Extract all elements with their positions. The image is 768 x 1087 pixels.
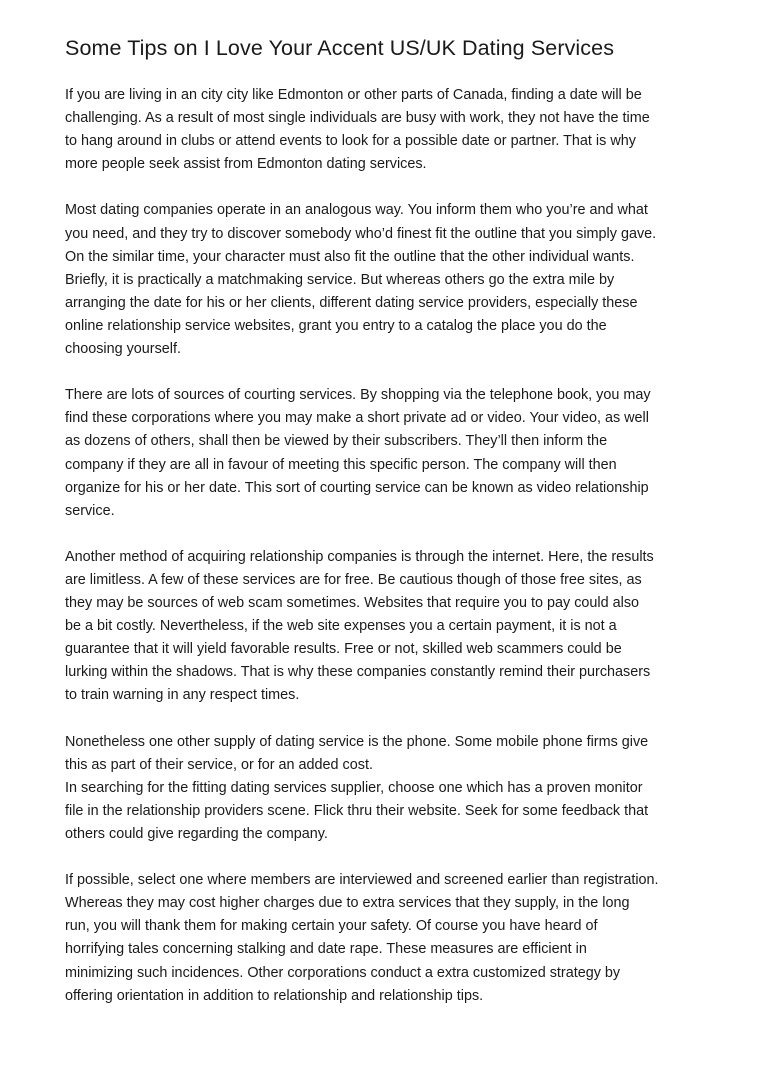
paragraph-line: file in the relationship providers scene. Flick thru their website. Seek for some feedback that bbox=[65, 802, 649, 819]
paragraph-line: are limitless. A few of these services are for free. Be cautious though of those free sites, as bbox=[65, 571, 642, 588]
paragraph-4 bbox=[65, 546, 710, 708]
paragraph-line: this as part of their service, or for an added cost. bbox=[65, 756, 373, 773]
paragraph-line: minimizing such incidences. Other corporations conduct a extra customized strategy by bbox=[65, 964, 621, 981]
paragraph-line: Another method of acquiring relationship companies is through the internet. Here, the results bbox=[65, 548, 654, 565]
paragraph-line: organize for his or her date. This sort of courting service can be known as video relationship bbox=[65, 479, 649, 496]
paragraph-1 bbox=[65, 84, 710, 176]
paragraph-line: arranging the date for his or her clients, different dating service providers, especially these bbox=[65, 294, 638, 311]
paragraph-2 bbox=[65, 199, 710, 361]
paragraph-line: online relationship service websites, grant you entry to a catalog the place you do the bbox=[65, 317, 607, 334]
paragraph-line: horrifying tales concerning stalking and date rape. These measures are efficient in bbox=[65, 941, 587, 958]
paragraph-3 bbox=[65, 384, 710, 523]
paragraph-line: There are lots of sources of courting services. By shopping via the telephone book, you may bbox=[65, 387, 651, 404]
paragraph-line: lurking within the shadows. That is why these companies constantly remind their purchasers bbox=[65, 664, 651, 681]
paragraph-line: guarantee that it will yield favorable results. Free or not, skilled web scammers could be bbox=[65, 641, 622, 658]
paragraph-line: to hang around in clubs or attend events to look for a possible date or partner. That is why bbox=[65, 133, 636, 150]
paragraph-line: run, you will thank them for making certain your safety. Of course you have heard of bbox=[65, 918, 598, 935]
paragraph-line: to train warning in any respect times. bbox=[65, 687, 300, 704]
paragraph-6 bbox=[65, 777, 710, 846]
paragraph-line: Briefly, it is practically a matchmaking service. But whereas others go the extra mile by bbox=[65, 271, 615, 288]
paragraph-line: others could give regarding the company. bbox=[65, 826, 328, 842]
paragraph-line: challenging. As a result of most single individuals are busy with work, they not have the time bbox=[65, 110, 650, 127]
paragraph-line: find these corporations where you may make a short private ad or video. Your video, as well bbox=[65, 410, 649, 427]
paragraph-line: Most dating companies operate in an analogous way. You inform them who you’re and what bbox=[65, 202, 648, 219]
paragraph-line: On the similar time, your character must also fit the outline that the other individual wants. bbox=[65, 248, 635, 265]
paragraph-line: they may be sources of web scam sometimes. Websites that require you to pay could also bbox=[65, 595, 640, 612]
paragraph-line: Nonetheless one other supply of dating service is the phone. Some mobile phone firms give bbox=[65, 733, 649, 750]
paragraph-line: as dozens of others, shall then be viewed by their subscribers. They’ll then inform the bbox=[65, 433, 608, 450]
paragraph-5 bbox=[65, 731, 710, 777]
paragraph-line: you need, and they try to discover somebody who’d finest fit the outline that you simply gave. bbox=[65, 225, 657, 242]
document-title: Some Tips on I Love Your Accent US/UK Dating Services bbox=[65, 36, 615, 60]
paragraph-line: choosing yourself. bbox=[65, 341, 181, 358]
paragraph-line: more people seek assist from Edmonton dating services. bbox=[65, 156, 427, 173]
paragraph-7 bbox=[65, 869, 710, 1008]
paragraph-line: offering orientation in addition to relationship and relationship tips. bbox=[65, 987, 484, 1004]
paragraph-line: In searching for the fitting dating services supplier, choose one which has a proven monitor bbox=[65, 779, 643, 796]
paragraph-line: If you are living in an city city like Edmonton or other parts of Canada, finding a date will be bbox=[65, 87, 642, 103]
document-page bbox=[65, 34, 710, 1031]
paragraph-line: If possible, select one where members are interviewed and screened earlier than registration. bbox=[65, 872, 659, 889]
paragraph-line: Whereas they may cost higher charges due to extra services that they supply, in the long bbox=[65, 895, 630, 912]
paragraph-line: service. bbox=[65, 502, 115, 519]
paragraph-line: be a bit costly. Nevertheless, if the web site expenses you a certain payment, it is not a bbox=[65, 618, 617, 635]
paragraph-line: company if they are all in favour of meeting this specific person. The company will then bbox=[65, 456, 617, 473]
